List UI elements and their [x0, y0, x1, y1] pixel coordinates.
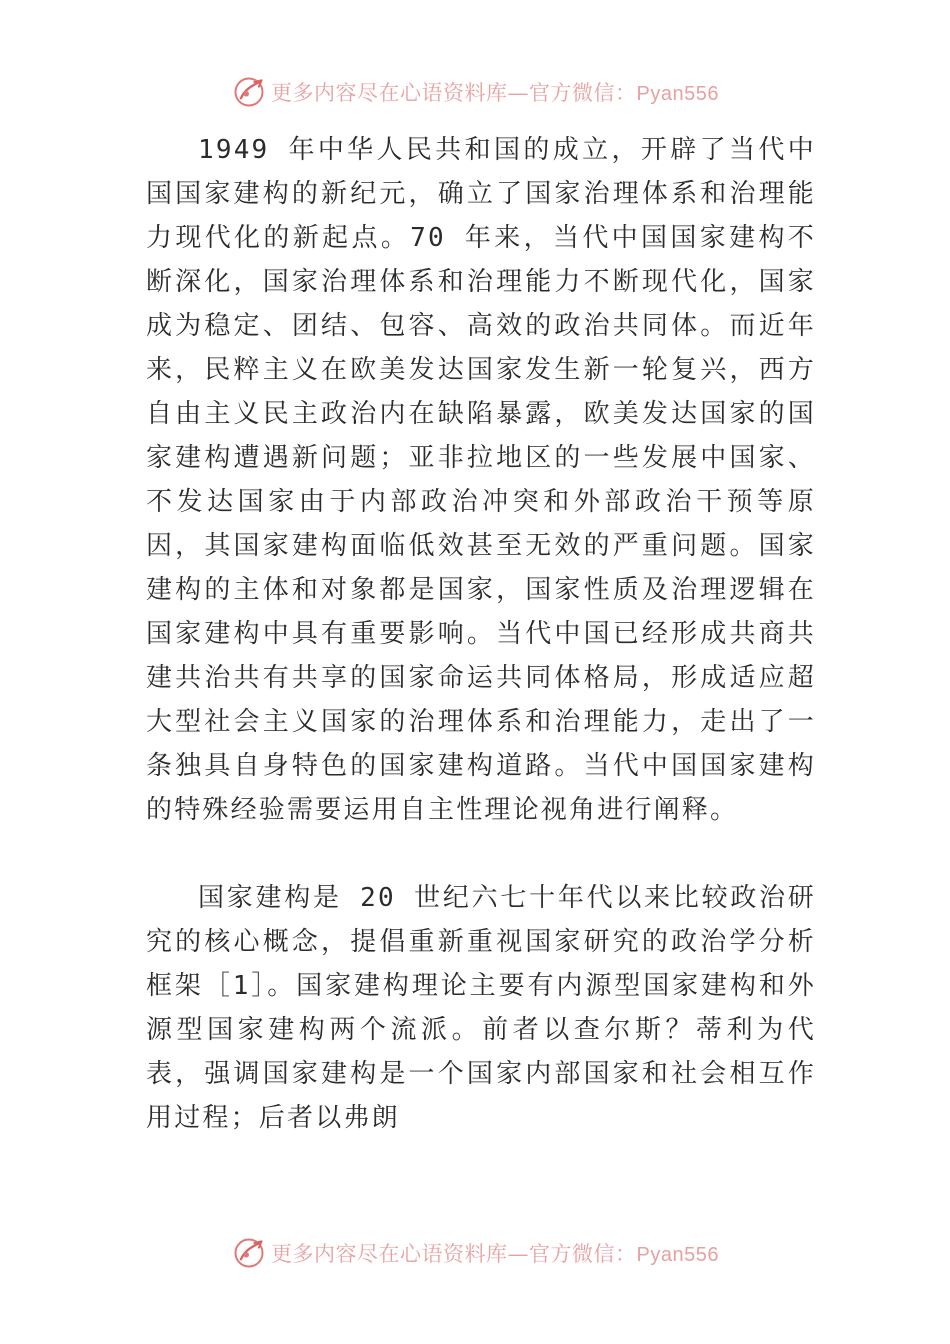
watermark-label: 更多内容尽在心语资料库—官方微信：	[271, 81, 637, 105]
watermark-footer	[0, 1233, 950, 1273]
watermark-logo-icon	[231, 1235, 267, 1271]
watermark-wechat-id: Pyan556	[636, 1244, 719, 1266]
watermark-text	[271, 1238, 719, 1268]
watermark-text	[271, 77, 719, 107]
document-body	[146, 128, 816, 1140]
watermark-header	[0, 72, 950, 112]
watermark-label: 更多内容尽在心语资料库—官方微信：	[271, 1242, 637, 1266]
watermark-logo-icon	[231, 74, 267, 110]
watermark-wechat-id: Pyan556	[636, 83, 719, 105]
paragraph-1: 1949 年中华人民共和国的成立，开辟了当代中国国家建构的新纪元，确立了国家治理体系和治理能力现代化的新起点。70 年来，当代中国国家建构不断深化，国家治理体系和治理能力不断现代化，国家成为稳定、团结、包容、高效的政治共同体。而近年来，民粹主义在欧美发达国家发生新一轮复兴，西方自由主义民主政治内在缺陷暴露，欧美发达国家的国家建构遭遇新问题；亚非拉地区的一些发展中国家、不发达国家由于内部政治冲突和外部政治干预等原因，其国家建构面临低效甚至无效的严重问题。国家建构的主体和对象都是国家，国家性质及治理逻辑在国家建构中具有重要影响。当代中国已经形成共商共建共治共有共享的国家命运共同体格局，形成适应超大型社会主义国家的治理体系和治理能力，走出了一条独具自身特色的国家建构道路。当代中国国家建构的特殊经验需要运用自主性理论视角进行阐释。	[146, 135, 816, 825]
paragraph-2: 国家建构是 20 世纪六七十年代以来比较政治研究的核心概念，提倡重新重视国家研究的政治学分析框架［1］。国家建构理论主要有内源型国家建构和外源型国家建构两个流派。前者以查尔斯？蒂利为代表，强调国家建构是一个国家内部国家和社会相互作用过程；后者以弗朗	[146, 883, 816, 1133]
